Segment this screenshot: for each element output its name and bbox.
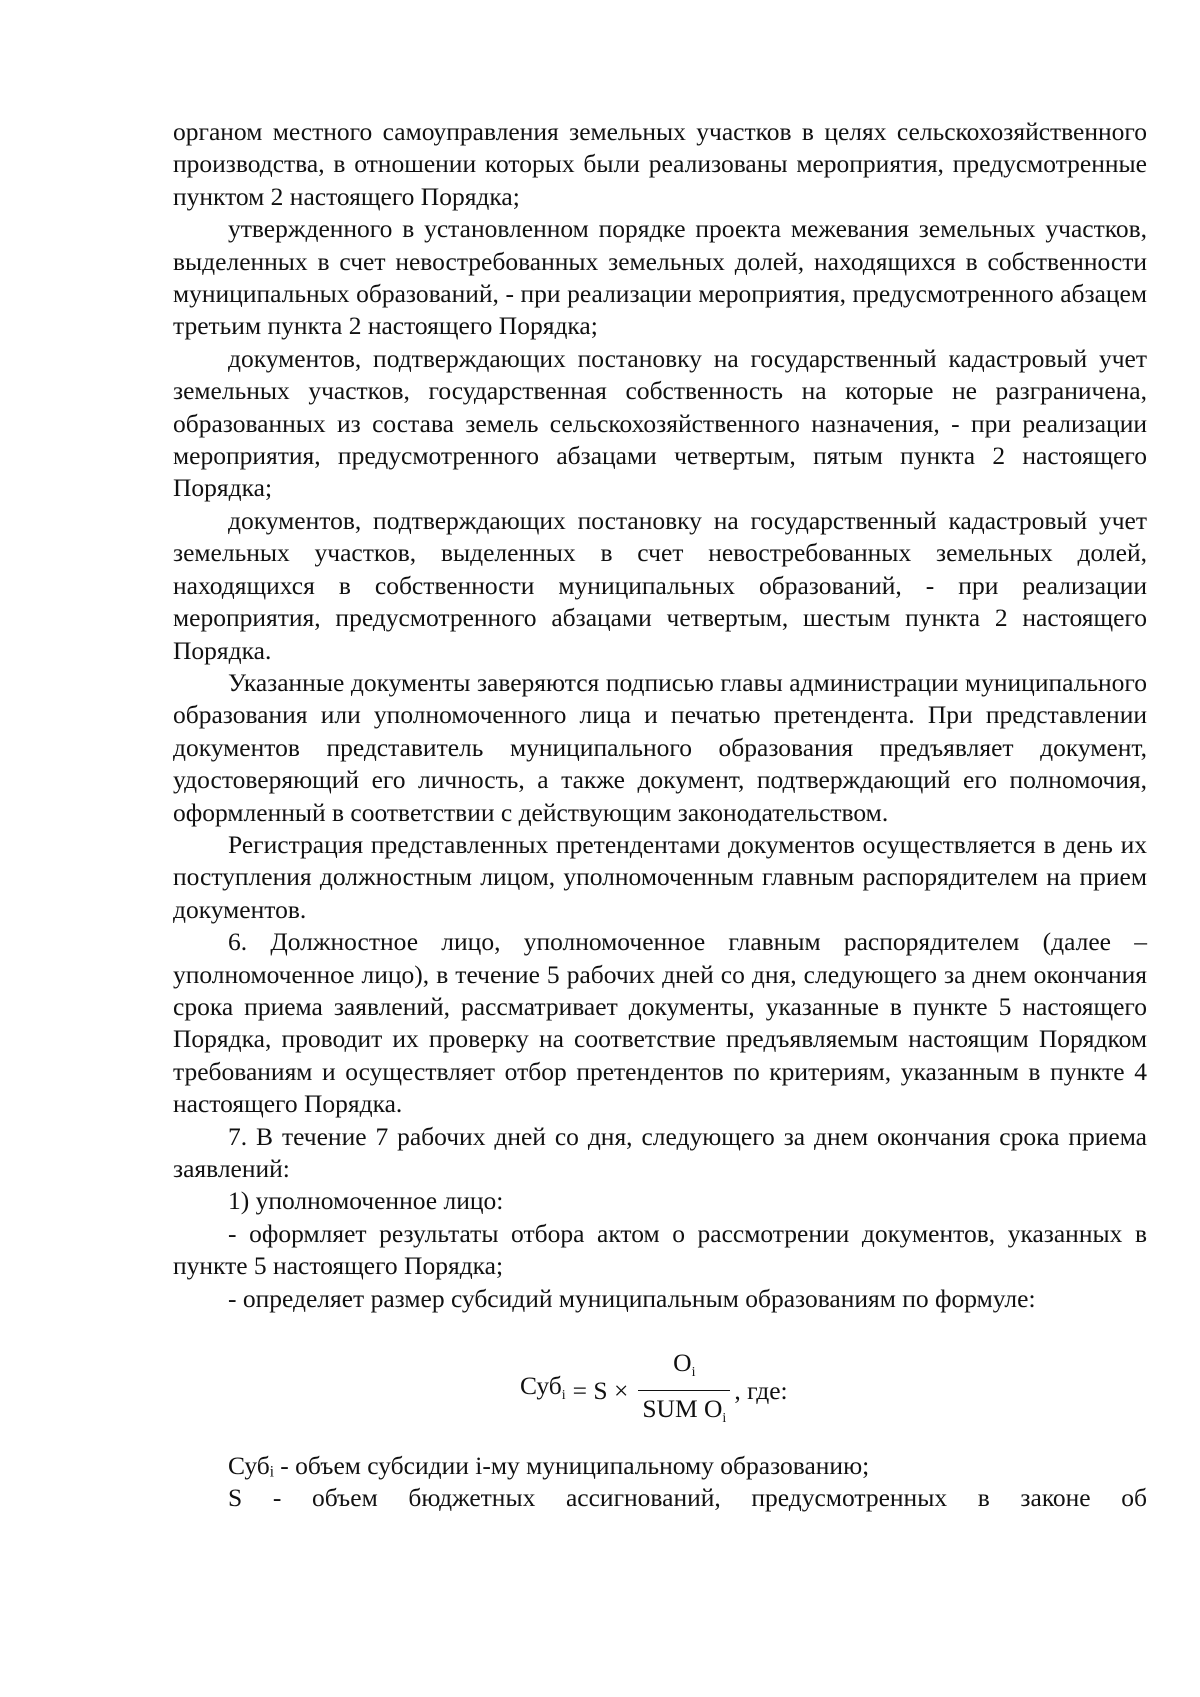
paragraph-cadastral-unclaimed-shares: документов, подтверждающих постановку на государственный кадастровый учет земельных участков, выделенных в счет невостребованных земельных долей, находящихся в собственности муниципальных образований, - при реализации мероприятия, предусмотренного абзацами четвертым, шестым пункта 2 настоящего Порядка.: [173, 505, 1147, 665]
document-body: [173, 116, 1147, 1515]
formula-denominator: [638, 1391, 730, 1434]
formula-denominator-text: SUM O: [642, 1394, 723, 1424]
formula-lhs-text: Суб: [520, 1371, 562, 1401]
subsidy-formula: [520, 1343, 788, 1440]
paragraph-subitem-1: 1) уполномоченное лицо:: [228, 1186, 504, 1216]
paragraph-continuation: органом местного самоуправления земельных участков в целях сельскохозяйственного производства, в отношении которых были реализованы мероприятия, предусмотренные пунктом 2 настоящего Порядка;: [173, 117, 1147, 211]
paragraph-mezhevanie-project: утвержденного в установленном порядке проекта межевания земельных участков, выделенных в счет невостребованных земельных долей, находящихся в собственности муниципальных образований, - при реализации мероприятия, предусмотренного абзацем третьим пункта 2 настоящего Порядка;: [173, 214, 1147, 341]
formula-lhs: [520, 1370, 566, 1412]
paragraph-document-certification: Указанные документы заверяются подписью главы администрации муниципального образования или уполномоченного лица и печатью претендента. При представлении документов представитель муниципального образования предъявляет документ, удостоверяющий его личность, а также документ, подтверждающий его полномочия, оформленный в соответствии с действующим законодательством.: [173, 667, 1147, 827]
formula-fraction: [638, 1349, 730, 1434]
formula-tail: , где:: [734, 1376, 788, 1406]
subsidy-formula-block: [173, 1343, 1147, 1440]
paragraph-item-6: 6. Должностное лицо, уполномоченное главным распорядителем (далее – уполномоченное лицо), в течение 5 рабочих дней со дня, следующего за днем окончания срока приема заявлений, рассматривает документы, указанные в пункте 5 настоящего Порядка, проводит их проверку на соответствие предъявляемым настоящим Порядком требованиям и осуществляет отбор претендентов по критериям, указанным в пункте 4 настоящего Порядка.: [173, 927, 1147, 1119]
paragraph-s-definition: S - объем бюджетных ассигнований, предусмотренных в законе об: [228, 1483, 1147, 1513]
formula-denominator-subscript: i: [722, 1411, 727, 1427]
formula-lhs-subscript: i: [561, 1388, 566, 1404]
paragraph-sub-definition: Субᵢ - объем субсидии i-му муниципальному образованию;: [228, 1451, 870, 1481]
paragraph-item-7: 7. В течение 7 рабочих дней со дня, следующего за днем окончания срока приема заявлений:: [173, 1121, 1147, 1183]
paragraph-dash-formula-intro: - определяет размер субсидий муниципальным образованиям по формуле:: [228, 1283, 1036, 1313]
paragraph-dash-act: - оформляет результаты отбора актом о рассмотрении документов, указанных в пункте 5 настоящего Порядка;: [173, 1218, 1147, 1281]
formula-numerator: [669, 1349, 699, 1390]
paragraph-document-registration: Регистрация представленных претендентами документов осуществляется в день их поступления должностным лицом, уполномоченным главным распорядителем на прием документов.: [173, 829, 1147, 924]
formula-numerator-subscript: i: [691, 1365, 696, 1381]
formula-equals-s-times: = S ×: [572, 1376, 629, 1406]
paragraph-cadastral-state-land: документов, подтверждающих постановку на государственный кадастровый учет земельных участков, государственная собственность на которые не разграничена, образованных из состава земель сельскохозяйственного назначения, - при реализации мероприятия, предусмотренного абзацами четвертым, пятым пункта 2 настоящего Порядка;: [173, 343, 1147, 503]
formula-numerator-text: O: [673, 1348, 692, 1378]
